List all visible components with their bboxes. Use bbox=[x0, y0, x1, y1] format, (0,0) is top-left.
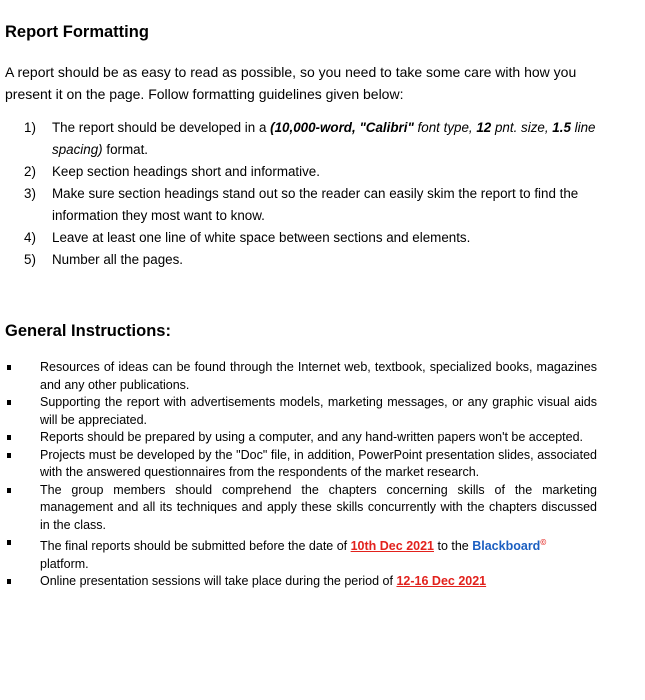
list-item-text: Resources of ideas can be found through the Internet web, textbook, specialized books, magazines and any other publications. bbox=[40, 360, 597, 392]
list-item bbox=[24, 227, 609, 249]
list-item-text: Number all the pages. bbox=[52, 252, 184, 267]
font-type-name: "Calibri" bbox=[359, 120, 414, 135]
list-item bbox=[24, 161, 609, 183]
list-number: 4) bbox=[24, 230, 36, 245]
report-formatting-intro: A report should be as easy to read as possible, so you need to take some care with how you present it on the page. Follow formatting guidelines given below: bbox=[5, 64, 577, 102]
list-item-text: Keep section headings short and informative. bbox=[52, 164, 320, 179]
list-item-text-end: format. bbox=[102, 142, 149, 157]
list-item-text: Leave at least one line of white space between sections and elements. bbox=[52, 230, 471, 245]
font-size-value: 12 bbox=[476, 120, 492, 135]
list-number: 3) bbox=[24, 186, 36, 201]
list-item bbox=[7, 573, 597, 591]
list-item bbox=[7, 482, 597, 535]
font-type-label: font type, bbox=[413, 120, 477, 135]
list-item bbox=[7, 534, 597, 573]
general-instructions-list bbox=[7, 359, 597, 591]
bullet-icon bbox=[7, 488, 11, 493]
list-item-text: Supporting the report with advertisements models, marketing messages, or any graphic visual aids will be appreciated. bbox=[40, 395, 597, 427]
list-item-text: The report should be developed in a bbox=[52, 120, 271, 135]
submission-date: 10th Dec 2021 bbox=[350, 539, 434, 554]
line-spacing-value: 1.5 bbox=[552, 120, 571, 135]
list-item-text: The final reports should be submitted before the date of bbox=[40, 539, 351, 554]
bullet-icon bbox=[7, 365, 11, 370]
list-item-text: Projects must be developed by the "Doc" file, in addition, PowerPoint presentation slides, associated with the answered questionnaires from the respondents of the market research. bbox=[40, 447, 597, 479]
presentation-dates: 12-16 Dec 2021 bbox=[396, 574, 487, 589]
list-item bbox=[7, 429, 597, 447]
list-item-text: Online presentation sessions will take place during the period of bbox=[40, 574, 397, 589]
font-size-label: pnt. size, bbox=[491, 120, 553, 135]
list-item bbox=[24, 117, 609, 161]
report-formatting-heading: Report Formatting bbox=[5, 23, 149, 41]
list-item-text-end: platform. bbox=[40, 556, 89, 571]
line-spacing-label: line spacing) bbox=[52, 120, 596, 157]
list-item bbox=[7, 394, 597, 429]
list-number: 1) bbox=[24, 120, 36, 135]
list-item bbox=[7, 447, 597, 482]
list-number: 2) bbox=[24, 164, 36, 179]
list-item bbox=[24, 183, 609, 227]
general-instructions-heading: General Instructions: bbox=[5, 322, 171, 340]
bullet-icon bbox=[7, 400, 11, 405]
bullet-icon bbox=[7, 435, 11, 440]
list-number: 5) bbox=[24, 252, 36, 267]
list-item-text-mid: to the bbox=[434, 539, 473, 554]
copyright-mark: © bbox=[540, 538, 547, 547]
bullet-icon bbox=[7, 540, 11, 545]
list-item-text: Make sure section headings stand out so the reader can easily skim the report to find the information they most want to know. bbox=[52, 186, 579, 223]
list-item-text: The group members should comprehend the chapters concerning skills of the marketing management and all its techniques and apply these skills concurrently with the chapters discussed in the class. bbox=[40, 482, 597, 532]
bullet-icon bbox=[7, 453, 11, 458]
word-count: (10,000-word, bbox=[270, 120, 356, 135]
list-item bbox=[24, 249, 609, 271]
list-item bbox=[7, 359, 597, 394]
list-item-text: Reports should be prepared by using a computer, and any hand-written papers won't be accepted. bbox=[40, 430, 584, 444]
formatting-guidelines-list bbox=[24, 117, 609, 271]
platform-name: Blackboard bbox=[472, 539, 541, 554]
bullet-icon bbox=[7, 579, 11, 584]
